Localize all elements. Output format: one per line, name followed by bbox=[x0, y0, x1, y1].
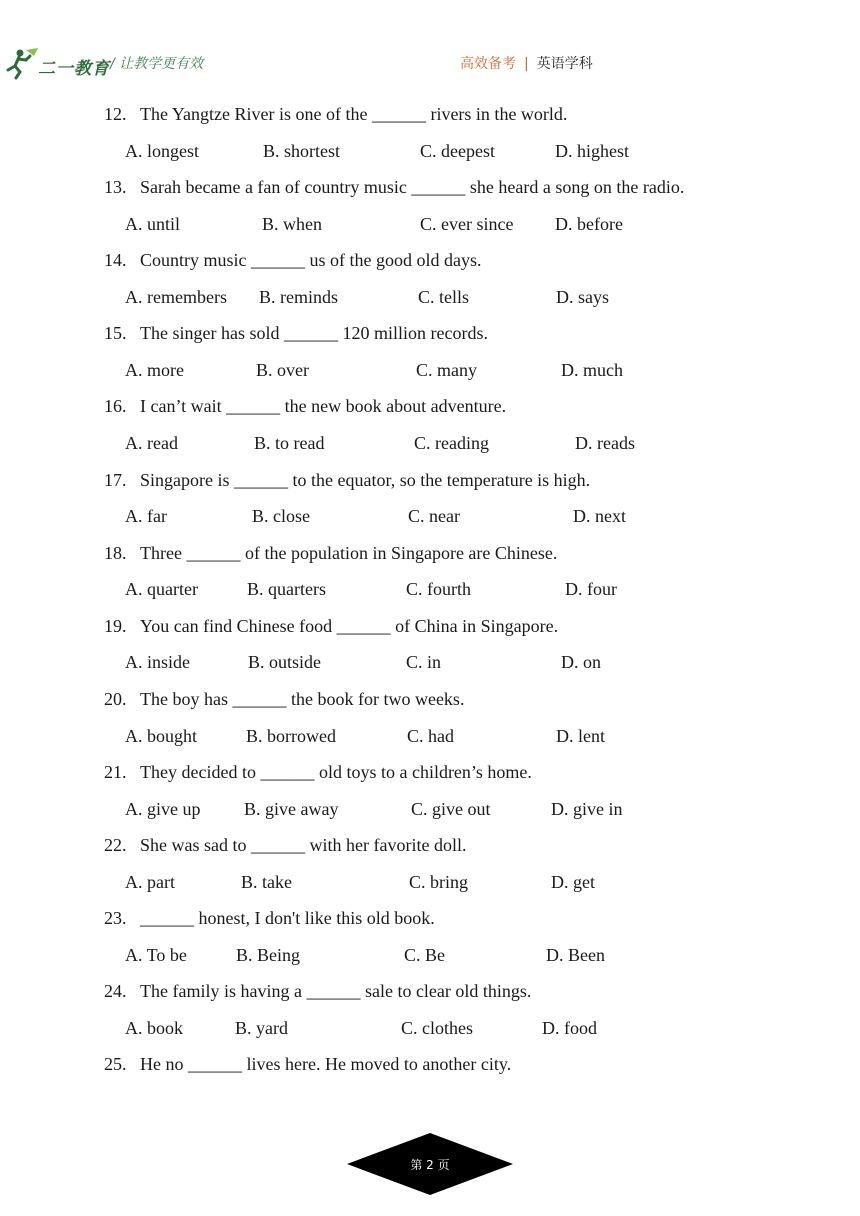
answer-option: C. deepest bbox=[420, 140, 495, 161]
answer-option: A. quarter bbox=[125, 579, 198, 600]
answer-option: C. Be bbox=[404, 944, 446, 965]
answer-option: B. Being bbox=[236, 944, 301, 965]
answer-option: C. reading bbox=[414, 433, 489, 454]
question-number: 13. bbox=[104, 177, 127, 198]
answer-option: A. book bbox=[125, 1017, 183, 1038]
question-stem bbox=[104, 323, 488, 344]
question-text: ______ honest, I don't like this old book. bbox=[140, 908, 435, 929]
page-number: 第 2 页 bbox=[410, 1158, 450, 1172]
header-subject: 英语学科 bbox=[536, 56, 593, 72]
question-stem bbox=[104, 981, 531, 1002]
answer-option: A. bought bbox=[125, 725, 197, 746]
question-number: 12. bbox=[104, 104, 127, 124]
question-number: 20. bbox=[104, 688, 127, 709]
answer-option: A. inside bbox=[125, 652, 190, 673]
question-number: 18. bbox=[104, 542, 127, 563]
answer-option: B. give away bbox=[244, 798, 339, 819]
answer-option: D. give in bbox=[551, 798, 623, 819]
question-number: 17. bbox=[104, 469, 127, 490]
answer-option: B. shortest bbox=[263, 140, 341, 161]
answer-option: D. four bbox=[565, 579, 617, 600]
answer-option: B. to read bbox=[254, 433, 325, 454]
question-stem bbox=[104, 616, 558, 637]
answer-option: A. To be bbox=[125, 944, 187, 965]
question-stem bbox=[104, 396, 506, 417]
question-text: I can’t wait ______ the new book about adventure. bbox=[140, 396, 507, 417]
answer-option: B. borrowed bbox=[246, 725, 336, 746]
answer-option: C. had bbox=[407, 725, 454, 746]
header-right bbox=[460, 53, 593, 73]
question-stem bbox=[104, 835, 466, 856]
answer-option: D. says bbox=[556, 286, 609, 307]
answer-option: B. reminds bbox=[259, 286, 338, 307]
question-number: 14. bbox=[104, 250, 127, 271]
question-text: She was sad to ______ with her favorite doll. bbox=[140, 835, 467, 855]
question-stem bbox=[104, 1054, 511, 1075]
question-number: 24. bbox=[104, 981, 127, 1002]
question-stem bbox=[104, 177, 684, 198]
question-number: 21. bbox=[104, 761, 127, 782]
header-tag: 高效备考 bbox=[460, 56, 516, 72]
question-stem bbox=[104, 250, 481, 271]
answer-option: C. in bbox=[406, 652, 442, 673]
question-text: The Yangtze River is one of the ______ rivers in the world. bbox=[140, 104, 568, 124]
question-number: 19. bbox=[104, 615, 127, 636]
answer-option: D. lent bbox=[556, 725, 605, 746]
answer-option: A. more bbox=[125, 360, 184, 380]
question-number: 22. bbox=[104, 835, 127, 855]
answer-option: D. food bbox=[542, 1017, 597, 1038]
answer-option: C. bring bbox=[409, 871, 469, 892]
brand-name: 二一教育 bbox=[38, 59, 110, 79]
question-text: He no ______ lives here. He moved to another city. bbox=[140, 1054, 512, 1075]
answer-option: C. many bbox=[416, 360, 477, 380]
answer-option: A. read bbox=[125, 433, 178, 454]
answer-option: B. outside bbox=[248, 652, 322, 673]
question-stem bbox=[104, 762, 532, 783]
answer-option: C. give out bbox=[411, 798, 491, 819]
question-stem bbox=[104, 104, 567, 125]
question-text: They decided to ______ old toys to a children’s home. bbox=[140, 761, 532, 782]
question-text: Country music ______ us of the good old days. bbox=[140, 250, 482, 271]
answer-option: A. longest bbox=[125, 140, 199, 161]
question-number: 16. bbox=[104, 396, 127, 417]
answer-option: C. tells bbox=[418, 286, 470, 307]
answer-option: A. remembers bbox=[125, 286, 227, 307]
answer-option: D. reads bbox=[575, 433, 635, 454]
question-text: You can find Chinese food ______ of China in Singapore. bbox=[140, 615, 559, 636]
answer-option: A. until bbox=[125, 213, 181, 234]
page-footer bbox=[347, 1133, 513, 1195]
answer-option: C. near bbox=[408, 506, 460, 527]
question-stem bbox=[104, 470, 590, 491]
question-text: Sarah became a fan of country music ______ she heard a song on the radio. bbox=[140, 177, 685, 198]
answer-option: D. before bbox=[555, 213, 623, 234]
question-number: 23. bbox=[104, 908, 127, 929]
answer-option: D. get bbox=[551, 871, 595, 892]
question-stem bbox=[104, 908, 435, 929]
answer-option: B. close bbox=[252, 506, 310, 527]
question-number: 15. bbox=[104, 323, 127, 344]
answer-option: D. on bbox=[561, 652, 601, 673]
answer-option: B. over bbox=[256, 360, 309, 380]
answer-option: B. take bbox=[241, 871, 292, 892]
answer-option: C. ever since bbox=[420, 213, 514, 234]
question-number: 25. bbox=[104, 1054, 127, 1075]
answer-option: A. far bbox=[125, 506, 167, 527]
answer-option: D. much bbox=[561, 360, 623, 380]
answer-option: A. part bbox=[125, 871, 175, 892]
answer-option: D. Been bbox=[546, 944, 605, 965]
question-text: Three ______ of the population in Singapore are Chinese. bbox=[140, 542, 558, 563]
answer-option: B. quarters bbox=[247, 579, 326, 600]
question-text: The singer has sold ______ 120 million records. bbox=[140, 323, 488, 344]
question-text: Singapore is ______ to the equator, so the temperature is high. bbox=[140, 469, 591, 490]
answer-option: A. give up bbox=[125, 798, 201, 819]
question-text: The family is having a ______ sale to clear old things. bbox=[140, 981, 532, 1002]
answer-option: C. fourth bbox=[406, 579, 471, 600]
brand-slogan: / 让教学更有效 bbox=[110, 56, 204, 72]
question-stem bbox=[104, 689, 464, 710]
answer-option: D. highest bbox=[555, 140, 629, 161]
answer-option: D. next bbox=[573, 506, 626, 527]
answer-option: B. yard bbox=[235, 1017, 288, 1038]
answer-option: B. when bbox=[262, 213, 322, 234]
question-text: The boy has ______ the book for two weeks. bbox=[140, 688, 465, 709]
answer-option: C. clothes bbox=[401, 1017, 473, 1038]
page-header bbox=[0, 40, 860, 90]
header-separator: | bbox=[524, 56, 529, 72]
question-stem bbox=[104, 543, 557, 564]
